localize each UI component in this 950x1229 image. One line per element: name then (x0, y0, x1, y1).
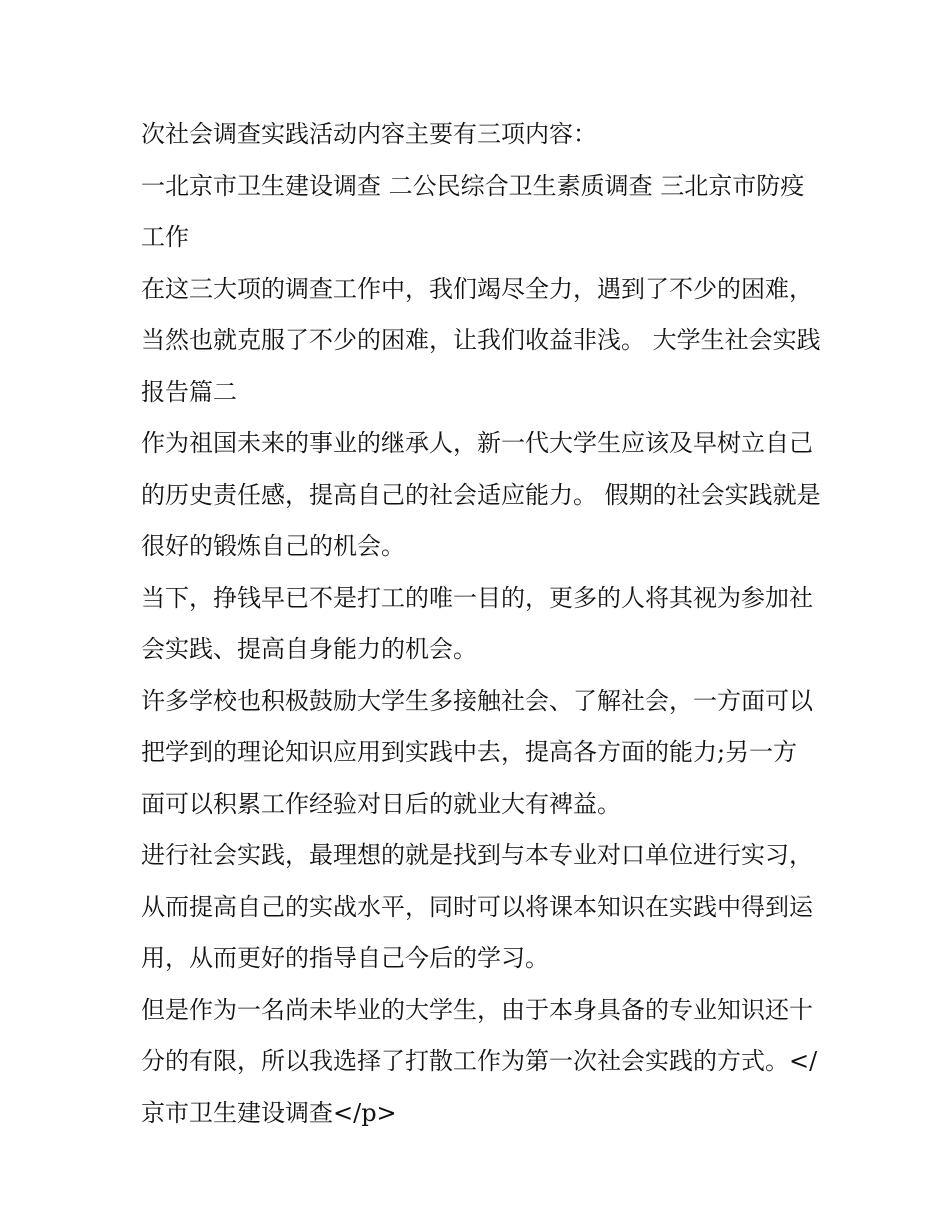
paragraph-3: 在这三大项的调查工作中，我们竭尽全力，遇到了不少的困难，当然也就克服了不少的困难，让我们收益非浅。 大学生社会实践报告篇二 (141, 274, 821, 406)
paragraph-6: 许多学校也积极鼓励大学生多接触社会、了解社会，一方面可以把学到的理论知识应用到实践中去，提高各方面的能力;另一方面可以积累工作经验对日后的就业大有裨益。 (141, 686, 813, 818)
paragraph-7: 进行社会实践，最理想的就是找到与本专业对口单位进行实习，从而提高自己的实战水平，同时可以将课本知识在实践中得到运用，从而更好的指导自己今后的学习。 (141, 841, 813, 972)
document-body (141, 109, 821, 1139)
paragraph-5: 当下，挣钱早已不是打工的唯一目的，更多的人将其视为参加社会实践、提高自身能力的机会。 (141, 583, 813, 663)
paragraph-8: 但是作为一名尚未毕业的大学生，由于本身具备的专业知识还十分的有限，所以我选择了打散工作为第一次社会实践的方式。</京市卫生建设调查</p> (141, 995, 818, 1127)
paragraph-4: 作为祖国未来的事业的继承人，新一代大学生应该及早树立自己的历史责任感，提高自己的社会适应能力。 假期的社会实践就是很好的锻炼自己的机会。 (141, 429, 821, 560)
paragraph-2: 一北京市卫生建设调查 二公民综合卫生素质调查 三北京市防疫工作 (141, 171, 805, 251)
paragraph-1: 次社会调查实践活动内容主要有三项内容： (141, 120, 597, 148)
